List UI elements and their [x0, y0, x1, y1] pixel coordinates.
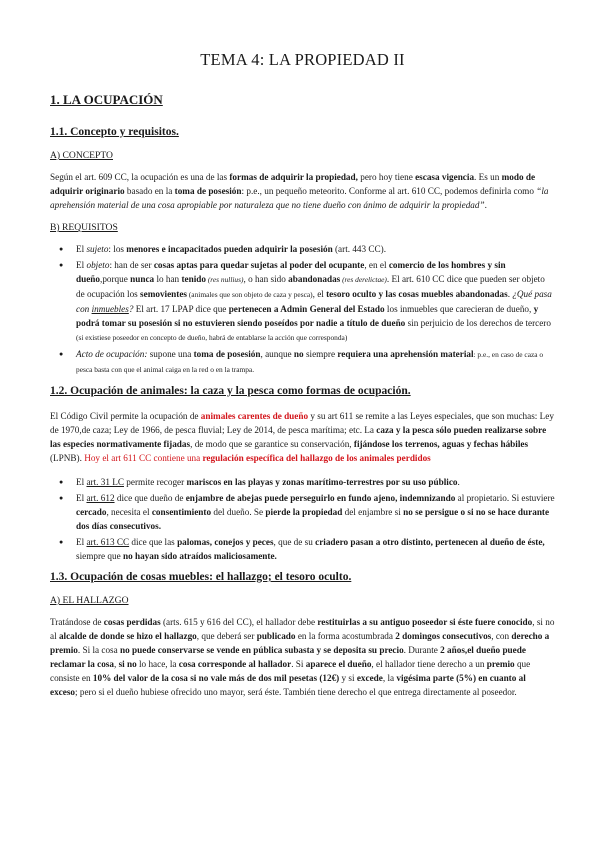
bold-run: y podrá tomar su posesión si no estuvieren siendo poseídos por nadie a título de dueño	[76, 304, 539, 328]
bold-run: no puede conservarse se vende en pública subasta y se deposita su precio	[120, 645, 404, 655]
bold-run: formas de adquirir la propiedad,	[229, 172, 358, 182]
text-run: . Durante	[403, 645, 441, 655]
bold-run: alcalde de donde se hizo el hallazgo	[58, 631, 197, 641]
document-page	[50, 50, 555, 709]
text-run: que consiste en	[50, 659, 531, 683]
bold-run: premio	[486, 659, 515, 669]
text-run: dice que las	[129, 537, 178, 547]
paragraph-concepto	[50, 170, 555, 212]
bold-run: tenido	[181, 274, 206, 284]
text-run: (art. 443 CC).	[332, 244, 387, 254]
bold-run: si no	[118, 659, 137, 669]
bold-run: fijándose los terrenos, aguas y fechas hábiles	[353, 439, 529, 449]
text-run: .	[507, 289, 513, 299]
list-item-art613	[50, 535, 555, 563]
section-heading-ocupacion: 1. LA OCUPACIÓN	[50, 92, 163, 107]
text-run: en la forma acostumbrada	[295, 631, 396, 641]
text-run: ,porque	[100, 274, 131, 284]
bold-run: cosas aptas para quedar sujetas al poder del ocupante	[153, 260, 365, 270]
text-run: sin perjuicio de los derechos de tercero	[405, 318, 551, 328]
italic-run: sujeto	[86, 244, 109, 254]
underlined-run: art. 612	[86, 493, 115, 503]
red-run: Hoy el art 611 CC contiene una	[84, 453, 203, 463]
bold-run: consentimiento	[151, 507, 212, 517]
text-run: El	[76, 493, 87, 503]
text-run: El art. 17 LPAP dice que	[133, 304, 229, 314]
text-run: .	[457, 477, 460, 487]
text-run: El	[76, 244, 87, 254]
text-run: . Si la cosa	[77, 645, 121, 655]
red-bold-run: regulación específica del hallazgo de los animales perdidos	[202, 453, 431, 463]
text-run: los inmuebles que carecieran de dueño,	[384, 304, 534, 314]
text-run: ,	[113, 659, 119, 669]
text-run: , la	[382, 673, 397, 683]
text-run: dice que dueño de	[114, 493, 186, 503]
text-run: permite recoger	[123, 477, 187, 487]
bold-run: tesoro oculto y las cosas muebles abandonadas	[326, 289, 508, 299]
italic-run: ?	[128, 304, 134, 314]
bold-run: requiera una aprehensión material	[337, 349, 474, 359]
bold-run: cosas perdidas	[103, 617, 161, 627]
text-run: .	[484, 200, 487, 210]
bold-run: derecho a premio	[50, 631, 550, 655]
bold-run: 10% del valor de la cosa si no vale más de dos mil pesetas (12€)	[92, 673, 340, 683]
document-title: TEMA 4: LA PROPIEDAD II	[200, 50, 405, 69]
text-run: al propietario. Si estuviere	[455, 493, 555, 503]
text-run: El	[76, 477, 87, 487]
text-run: El	[76, 260, 87, 270]
subsection-heading-animales: 1.2. Ocupación de animales: la caza y la pesca como formas de ocupación.	[50, 385, 411, 397]
text-run: , el hallador tiene derecho a un	[371, 659, 487, 669]
text-run: , con	[491, 631, 512, 641]
text-run: , que deberá ser	[196, 631, 257, 641]
text-run: Tratándose de	[50, 617, 104, 627]
italic-run: Acto de ocupación:	[76, 349, 148, 359]
requisitos-list	[50, 242, 555, 377]
text-run: lo hace, la	[136, 659, 179, 669]
text-run: , que de su	[273, 537, 316, 547]
bold-run: vigésima parte (5%) en cuanto al exceso	[50, 673, 526, 697]
bold-run: nunca	[130, 274, 155, 284]
text-run: . Si	[291, 659, 306, 669]
animales-list	[50, 475, 555, 563]
list-item-art612	[50, 491, 555, 533]
text-run: , necesita el	[106, 507, 152, 517]
underlined-run: art. 613 CC	[86, 537, 130, 547]
italic-run: objeto	[86, 260, 110, 270]
heading-hallazgo: A) EL HALLAZGO	[50, 595, 129, 606]
bold-run: pierde la propiedad	[265, 507, 343, 517]
bold-run: mariscos en las playas y zonas marítimo-terrestres por su uso público	[186, 477, 458, 487]
bold-run: toma de posesión	[174, 186, 242, 196]
text-run: : los	[108, 244, 127, 254]
text-run: pero hoy tiene	[357, 172, 416, 182]
text-run: y si	[339, 673, 357, 683]
text-run: y su art 611 se remite a las Leyes especiales, que son muchas: Ley de 1970,de caza; Ley de 1966, de pesca fluvial; Ley de 2014, de pesca marítima; etc. La	[50, 411, 554, 435]
text-run: siempre que	[76, 551, 123, 561]
bold-run: cercado	[76, 507, 107, 517]
bold-run: semovientes	[140, 289, 187, 299]
text-run: ; pero si el dueño hubiese ofrecido uno mayor, será éste. También tiene derecho el que entrega directamente al poseedor.	[75, 687, 517, 697]
underlined-run: art. 31 LC	[86, 477, 124, 487]
underlined-italic-run: inmuebles	[91, 304, 129, 314]
bold-run: comercio de los hombres y sin dueño	[76, 260, 506, 284]
italic-quote: “la aprehensión material de una cosa apropiable por naturaleza que no tiene dueño con ánimo de adquirir la propiedad”	[50, 186, 549, 210]
text-run: siempre	[303, 349, 338, 359]
text-run: . El art. 610 CC dice que pueden ser objeto de ocupación los	[76, 274, 545, 299]
text-run: , aunque	[260, 349, 294, 359]
text-run: El	[76, 537, 87, 547]
bold-run: menores e incapacitados pueden adquirir la posesión	[126, 244, 333, 254]
list-item-acto	[50, 347, 555, 377]
bold-run: palomas, conejos y peces	[177, 537, 274, 547]
bold-run: cosa corresponde al hallador	[178, 659, 292, 669]
heading-concepto: A) CONCEPTO	[50, 150, 113, 161]
small-run: : p.e., en caso de caza o pesca basta con que el animal caiga en la red o en la trampa.	[76, 350, 544, 374]
bold-run: toma de posesión	[193, 349, 261, 359]
list-item-sujeto	[50, 242, 555, 256]
italic-run: ¿Qué pasa con	[76, 289, 552, 314]
bold-run: abandonadas	[288, 274, 341, 284]
bold-run: no hayan sido atraídos maliciosamente.	[122, 551, 277, 561]
small-italic-run: (res derelictae)	[340, 275, 387, 284]
text-run: (LPNB).	[50, 453, 85, 463]
bold-run: 2 domingos consecutivos	[395, 631, 492, 641]
list-item-objeto	[50, 258, 555, 345]
red-bold-run: animales carentes de dueño	[200, 411, 309, 421]
subsection-heading-cosas-muebles: 1.3. Ocupación de cosas muebles: el hallazgo; el tesoro oculto.	[50, 571, 352, 583]
bold-run: restituirlas a su antiguo poseedor si éste fuere conocido	[317, 617, 533, 627]
paragraph-hallazgo	[50, 615, 555, 699]
bold-run: escasa vigencia	[415, 172, 475, 182]
text-run: basado en la	[124, 186, 175, 196]
text-run: Según el art. 609 CC, la ocupación es una de las	[50, 172, 230, 182]
bold-run: modo de adquirir originario	[50, 172, 536, 196]
text-run: : han de ser	[109, 260, 154, 270]
bold-run: criadero pasan a otro distinto, pertenecen al dueño de éste,	[315, 537, 545, 547]
heading-requisitos: B) REQUISITOS	[50, 222, 118, 233]
small-italic-run: (res nullius)	[205, 275, 244, 284]
text-run: , de modo que se garantice su conservación,	[190, 439, 354, 449]
text-run: , en el	[364, 260, 389, 270]
bold-run: enjambre de abejas puede perseguirlo en fundo ajeno, indemnizando	[185, 493, 456, 503]
text-run: , o han sido	[243, 274, 289, 284]
text-run: supone una	[147, 349, 194, 359]
bold-run: no se persigue o si no se hace durante dos días consecutivos.	[76, 507, 550, 531]
text-run: del dueño. Se	[211, 507, 266, 517]
list-item-art31	[50, 475, 555, 489]
small-run: (animales que son objeto de caza y pesca)	[187, 290, 313, 299]
text-run: , el	[312, 289, 327, 299]
bold-run: excede	[356, 673, 383, 683]
paragraph-animales	[50, 409, 555, 465]
text-run: del enjambre si	[342, 507, 404, 517]
subsection-heading-concepto: 1.1. Concepto y requisitos.	[50, 126, 179, 138]
bold-run: no	[293, 349, 304, 359]
small-run: (si existiese poseedor en concepto de dueño, habrá de entablarse la acción que corresponda)	[76, 333, 348, 342]
bold-run: publicado	[256, 631, 296, 641]
bold-run: aparece el dueño	[305, 659, 372, 669]
bold-run: 2 años,el dueño puede reclamar la cosa	[50, 645, 526, 669]
bold-run: caza y la pesca sólo pueden realizarse sobre las especies normativamente fijadas	[50, 425, 547, 449]
text-run: (arts. 615 y 616 del CC), el hallador debe	[160, 617, 318, 627]
text-run: El Código Civil permite la ocupación de	[50, 411, 201, 421]
text-run: : p.e., un pequeño meteorito. Conforme al art. 610 CC, podemos definirla como	[241, 186, 537, 196]
bold-run: pertenecen a Admin General del Estado	[228, 304, 385, 314]
text-run: . Es un	[474, 172, 502, 182]
text-run: , si no al	[50, 617, 555, 641]
text-run: lo han	[154, 274, 182, 284]
